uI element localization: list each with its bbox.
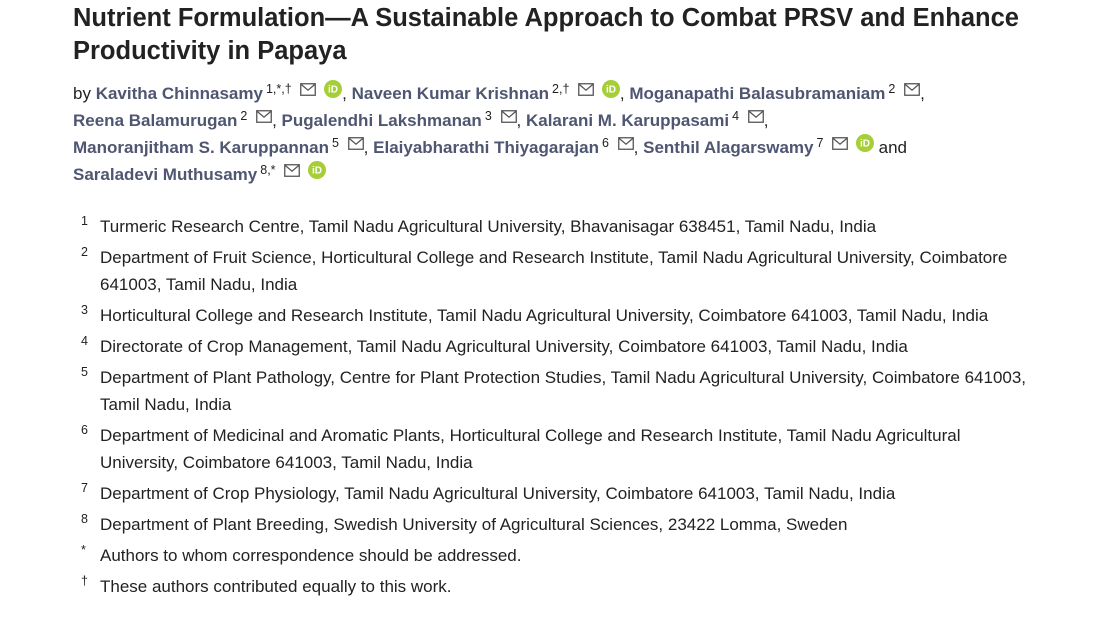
affiliation-text: Department of Plant Pathology, Centre for Plant Protection Studies, Tamil Nadu Agricultural University, Coimbatore 641003, Tamil Nadu, India	[100, 368, 1027, 414]
author-name-link[interactable]: Reena Balamurugan	[73, 111, 238, 130]
author-affiliation-sup: 2,†	[552, 82, 570, 96]
affiliation-item	[81, 333, 1041, 360]
correspondence-note	[81, 542, 1041, 569]
orcid-icon[interactable]	[856, 134, 874, 152]
affiliation-list	[81, 213, 1041, 604]
author-name-link[interactable]: Pugalendhi Lakshmanan	[281, 111, 482, 130]
affiliation-text: Horticultural College and Research Institute, Tamil Nadu Agricultural University, Coimbatore 641003, Tamil Nadu, India	[100, 306, 989, 325]
affiliation-item	[81, 244, 1041, 298]
author-moganapathi-balasubramaniam	[629, 84, 920, 103]
envelope-icon[interactable]	[904, 83, 920, 96]
author-name-link[interactable]: Manoranjitham S. Karuppannan	[73, 138, 329, 157]
affiliation-item	[81, 364, 1041, 418]
author-affiliation-sup: 2	[888, 82, 896, 96]
orcid-icon[interactable]	[324, 80, 342, 98]
affiliation-text: Department of Fruit Science, Horticultural College and Research Institute, Tamil Nadu Agricultural University, Coimbatore 641003, Tamil Nadu, India	[100, 248, 1008, 294]
envelope-icon[interactable]	[501, 110, 517, 123]
envelope-icon[interactable]	[748, 110, 764, 123]
and-label: and	[878, 138, 908, 157]
author-name-link[interactable]: Saraladevi Muthusamy	[73, 165, 258, 184]
affiliation-number: 8	[81, 512, 88, 526]
affiliation-number: 1	[81, 214, 88, 228]
author-name-link[interactable]: Senthil Alagarswamy	[643, 138, 814, 157]
author-line-4	[73, 161, 1073, 188]
author-saraladevi-muthusamy	[73, 165, 326, 184]
affiliation-text: Department of Crop Physiology, Tamil Nadu Agricultural University, Coimbatore 641003, Tamil Nadu, India	[100, 484, 896, 503]
author-line-1: by Kavitha Chinnasamy $^{1,*,\dagger}$ , Naveen Kumar Krishnan $^{2,\dagger}$ , Moganapathi Balasubramaniam $^2$ ,	[73, 80, 1073, 107]
envelope-icon[interactable]	[284, 164, 300, 177]
affiliation-item	[81, 480, 1041, 507]
author-affiliation-sup: 2	[240, 109, 248, 123]
author-affiliation-sup: 4	[732, 109, 740, 123]
author-kavitha-chinnasamy	[96, 84, 342, 103]
author-name-link[interactable]: Kavitha Chinnasamy	[95, 84, 263, 103]
author-pugalendhi-lakshmanan	[282, 111, 517, 130]
author-name-link[interactable]: Kalarani M. Karuppasami	[525, 111, 730, 130]
author-manoranjitham-karuppannan	[73, 138, 364, 157]
affiliation-text: Department of Plant Breeding, Swedish University of Agricultural Sciences, 23422 Lomma, Sweden	[100, 515, 848, 534]
envelope-icon[interactable]	[618, 137, 634, 150]
author-affiliation-sup: 7	[816, 136, 824, 150]
affiliation-item	[81, 302, 1041, 329]
envelope-icon[interactable]	[348, 137, 364, 150]
affiliation-number: *	[81, 543, 86, 557]
orcid-icon[interactable]	[308, 161, 326, 179]
author-name-link[interactable]: Naveen Kumar Krishnan	[351, 84, 550, 103]
affiliation-item	[81, 422, 1041, 476]
author-name-link[interactable]: Elaiyabharathi Thiyagarajan	[373, 138, 599, 157]
affiliation-number: 4	[81, 334, 88, 348]
author-reena-balamurugan	[73, 111, 272, 130]
by-label: by	[73, 84, 91, 103]
affiliation-number: 3	[81, 303, 88, 317]
author-affiliation-sup: 3	[484, 109, 492, 123]
envelope-icon[interactable]	[832, 137, 848, 150]
affiliation-text: Authors to whom correspondence should be addressed.	[100, 546, 522, 565]
author-elaiyabharathi-thiyagarajan	[373, 138, 634, 157]
affiliation-number: 2	[81, 245, 88, 259]
author-name-link[interactable]: Moganapathi Balasubramaniam	[629, 84, 886, 103]
author-affiliation-sup: 8,*	[260, 163, 276, 177]
envelope-icon[interactable]	[578, 83, 594, 96]
affiliation-text: Department of Medicinal and Aromatic Plants, Horticultural College and Research Institute, Tamil Nadu Agricultural University, Coimbatore 641003, Tamil Nadu, India	[100, 426, 961, 472]
author-list	[73, 80, 1073, 188]
author-affiliation-sup: 5	[331, 136, 339, 150]
author-senthil-alagarswamy	[643, 138, 874, 157]
affiliation-text: Directorate of Crop Management, Tamil Nadu Agricultural University, Coimbatore 641003, Tamil Nadu, India	[100, 337, 908, 356]
affiliation-text: Turmeric Research Centre, Tamil Nadu Agricultural University, Bhavanisagar 638451, Tamil Nadu, India	[100, 217, 877, 236]
affiliation-number: 5	[81, 365, 88, 379]
author-naveen-kumar-krishnan	[352, 84, 620, 103]
article-title: Nutrient Formulation—A Sustainable Approach to Combat PRSV and Enhance Productivity in Papaya	[73, 4, 1019, 65]
author-affiliation-sup: 6	[601, 136, 609, 150]
author-affiliation-sup: 1,*,†	[265, 82, 292, 96]
envelope-icon[interactable]	[300, 83, 316, 96]
orcid-icon[interactable]	[602, 80, 620, 98]
affiliation-number: †	[81, 574, 88, 588]
affiliation-text: These authors contributed equally to this work.	[100, 577, 452, 596]
author-kalarani-karuppasami	[526, 111, 764, 130]
author-line-3: Manoranjitham S. Karuppannan $^5$ , Elaiyabharathi Thiyagarajan $^6$ , Senthil Alagarswamy $^7$ and	[73, 134, 1073, 161]
author-line-2: Reena Balamurugan $^2$ , Pugalendhi Lakshmanan $^3$ , Kalarani M. Karuppasami $^4$ ,	[73, 109, 769, 130]
affiliation-number: 6	[81, 423, 88, 437]
envelope-icon[interactable]	[256, 110, 272, 123]
affiliation-item	[81, 511, 1041, 538]
equal-contribution-note	[81, 573, 1041, 600]
affiliation-number: 7	[81, 481, 88, 495]
affiliation-item	[81, 213, 1041, 240]
